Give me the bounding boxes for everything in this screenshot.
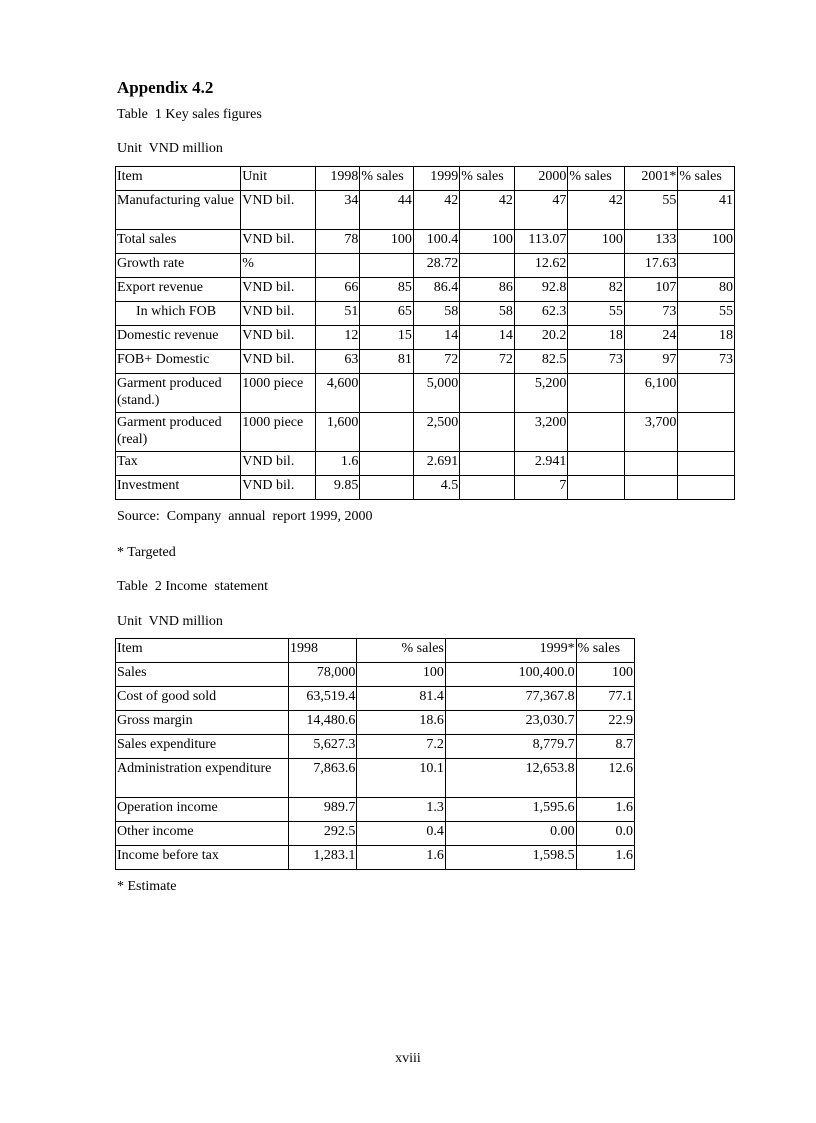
table-cell: 51 bbox=[315, 302, 359, 326]
table-cell bbox=[460, 452, 515, 476]
table-cell: 73 bbox=[568, 350, 625, 374]
table-row bbox=[116, 302, 735, 326]
table-cell: 6,100 bbox=[624, 374, 678, 413]
table-cell: 62.3 bbox=[514, 302, 568, 326]
table-cell: 18.6 bbox=[357, 711, 446, 735]
column-header: Item bbox=[116, 167, 241, 191]
table-cell: 12.62 bbox=[514, 254, 568, 278]
table-cell: 81 bbox=[360, 350, 414, 374]
table-cell: FOB+ Domestic bbox=[116, 350, 241, 374]
table-cell: 42 bbox=[413, 191, 459, 230]
table-cell: 41 bbox=[678, 191, 735, 230]
table-cell: 2,500 bbox=[413, 413, 459, 452]
table-cell: 100 bbox=[576, 663, 634, 687]
table-cell: 44 bbox=[360, 191, 414, 230]
table-row bbox=[116, 191, 735, 230]
column-header: 1998 bbox=[315, 167, 359, 191]
table-cell bbox=[624, 452, 678, 476]
table-cell: 100 bbox=[460, 230, 515, 254]
table-cell: 86.4 bbox=[413, 278, 459, 302]
table-row bbox=[116, 326, 735, 350]
table-row bbox=[116, 846, 635, 870]
column-header: 1998 bbox=[289, 639, 357, 663]
table-cell: 78,000 bbox=[289, 663, 357, 687]
table-cell: Income before tax bbox=[116, 846, 289, 870]
table-cell: 42 bbox=[568, 191, 625, 230]
table-cell: 107 bbox=[624, 278, 678, 302]
table-cell: 5,200 bbox=[514, 374, 568, 413]
table-cell: Cost of good sold bbox=[116, 687, 289, 711]
table-cell bbox=[360, 254, 414, 278]
table-cell: 58 bbox=[413, 302, 459, 326]
table-cell: 65 bbox=[360, 302, 414, 326]
table-cell: Sales bbox=[116, 663, 289, 687]
column-header: Item bbox=[116, 639, 289, 663]
column-header: 1999* bbox=[445, 639, 576, 663]
table-cell: 14 bbox=[460, 326, 515, 350]
table-cell: Domestic revenue bbox=[116, 326, 241, 350]
table-cell: 7,863.6 bbox=[289, 759, 357, 798]
table1-caption: Table 1 Key sales figures bbox=[117, 107, 262, 122]
column-header: Unit bbox=[241, 167, 316, 191]
table-cell: Export revenue bbox=[116, 278, 241, 302]
table-cell: 66 bbox=[315, 278, 359, 302]
table1-source: Source: Company annual report 1999, 2000 bbox=[117, 509, 373, 524]
table-cell: 113.07 bbox=[514, 230, 568, 254]
table-cell bbox=[624, 476, 678, 500]
table-row bbox=[116, 452, 735, 476]
table-cell: VND bil. bbox=[241, 452, 316, 476]
table-cell: 86 bbox=[460, 278, 515, 302]
table-cell bbox=[678, 452, 735, 476]
table-cell: 80 bbox=[678, 278, 735, 302]
table-cell: Garment produced (stand.) bbox=[116, 374, 241, 413]
table2-note: * Estimate bbox=[117, 879, 177, 894]
table-cell: 72 bbox=[413, 350, 459, 374]
table-cell: 0.00 bbox=[445, 822, 576, 846]
table-cell: 0.4 bbox=[357, 822, 446, 846]
table-cell: 2.941 bbox=[514, 452, 568, 476]
table-cell: 42 bbox=[460, 191, 515, 230]
table-cell: 78 bbox=[315, 230, 359, 254]
table-cell: 17.63 bbox=[624, 254, 678, 278]
column-header: % sales bbox=[678, 167, 735, 191]
table-cell: VND bil. bbox=[241, 302, 316, 326]
table-cell: 12 bbox=[315, 326, 359, 350]
table1-note: * Targeted bbox=[117, 545, 176, 560]
table-cell: Operation income bbox=[116, 798, 289, 822]
table-cell bbox=[678, 374, 735, 413]
table-cell: 1,283.1 bbox=[289, 846, 357, 870]
table-cell: 55 bbox=[624, 191, 678, 230]
table2-unit: Unit VND million bbox=[117, 614, 223, 629]
column-header: 2001* bbox=[624, 167, 678, 191]
table-cell: 1.3 bbox=[357, 798, 446, 822]
table-cell: 5,000 bbox=[413, 374, 459, 413]
table-cell bbox=[678, 254, 735, 278]
table-cell: 100 bbox=[360, 230, 414, 254]
table-cell: 100 bbox=[357, 663, 446, 687]
table-cell bbox=[460, 254, 515, 278]
table-cell: Tax bbox=[116, 452, 241, 476]
table-row bbox=[116, 798, 635, 822]
table-row bbox=[116, 230, 735, 254]
table-cell: 3,700 bbox=[624, 413, 678, 452]
table-cell: Gross margin bbox=[116, 711, 289, 735]
table-row bbox=[116, 476, 735, 500]
table-cell: 73 bbox=[678, 350, 735, 374]
table-cell: 12,653.8 bbox=[445, 759, 576, 798]
table-cell bbox=[568, 476, 625, 500]
income-statement-table bbox=[115, 638, 635, 870]
table-cell: 1.6 bbox=[315, 452, 359, 476]
column-header: % sales bbox=[568, 167, 625, 191]
table-cell: 9.85 bbox=[315, 476, 359, 500]
column-header: % sales bbox=[360, 167, 414, 191]
table-cell bbox=[460, 476, 515, 500]
table-cell: Administration expenditure bbox=[116, 759, 289, 798]
table-cell: 58 bbox=[460, 302, 515, 326]
table-cell: 24 bbox=[624, 326, 678, 350]
table-cell: 0.0 bbox=[576, 822, 634, 846]
table-header-row bbox=[116, 639, 635, 663]
table-cell: 18 bbox=[678, 326, 735, 350]
table-cell: VND bil. bbox=[241, 191, 316, 230]
table-cell: 47 bbox=[514, 191, 568, 230]
table-row bbox=[116, 735, 635, 759]
table-row bbox=[116, 759, 635, 798]
table-cell: 4.5 bbox=[413, 476, 459, 500]
table-cell bbox=[568, 452, 625, 476]
table-cell: 63,519.4 bbox=[289, 687, 357, 711]
table-cell: 7 bbox=[514, 476, 568, 500]
table-row bbox=[116, 711, 635, 735]
table-cell: Garment produced (real) bbox=[116, 413, 241, 452]
table-row bbox=[116, 374, 735, 413]
table-cell: 55 bbox=[678, 302, 735, 326]
table-cell: 97 bbox=[624, 350, 678, 374]
column-header: % sales bbox=[460, 167, 515, 191]
table-cell bbox=[568, 374, 625, 413]
table-cell: 100 bbox=[678, 230, 735, 254]
table-cell bbox=[678, 413, 735, 452]
table-cell: 82.5 bbox=[514, 350, 568, 374]
table-cell: 8,779.7 bbox=[445, 735, 576, 759]
table-cell: 12.6 bbox=[576, 759, 634, 798]
table-cell: In which FOB bbox=[116, 302, 241, 326]
key-sales-table bbox=[115, 166, 735, 500]
table-row bbox=[116, 687, 635, 711]
table-cell bbox=[360, 476, 414, 500]
table-cell: 14,480.6 bbox=[289, 711, 357, 735]
table-cell bbox=[678, 476, 735, 500]
table-cell: Investment bbox=[116, 476, 241, 500]
table-cell bbox=[568, 254, 625, 278]
table-cell: 1,600 bbox=[315, 413, 359, 452]
column-header: 1999 bbox=[413, 167, 459, 191]
table-cell: 18 bbox=[568, 326, 625, 350]
table-cell: 77,367.8 bbox=[445, 687, 576, 711]
table-cell: 82 bbox=[568, 278, 625, 302]
table-row bbox=[116, 350, 735, 374]
table-cell: 100.4 bbox=[413, 230, 459, 254]
table-cell: 63 bbox=[315, 350, 359, 374]
table-cell: 14 bbox=[413, 326, 459, 350]
table-header-row bbox=[116, 167, 735, 191]
table1-unit: Unit VND million bbox=[117, 141, 223, 156]
table-cell: 1,598.5 bbox=[445, 846, 576, 870]
table-cell: VND bil. bbox=[241, 326, 316, 350]
table-cell: 34 bbox=[315, 191, 359, 230]
table-cell: Manufacturing value bbox=[116, 191, 241, 230]
table-cell: 7.2 bbox=[357, 735, 446, 759]
table-cell: 133 bbox=[624, 230, 678, 254]
table-row bbox=[116, 278, 735, 302]
table-cell bbox=[568, 413, 625, 452]
table-cell: 5,627.3 bbox=[289, 735, 357, 759]
column-header: % sales bbox=[357, 639, 446, 663]
table-cell: 989.7 bbox=[289, 798, 357, 822]
table-cell bbox=[315, 254, 359, 278]
table2-caption: Table 2 Income statement bbox=[117, 579, 269, 594]
table-cell: 292.5 bbox=[289, 822, 357, 846]
table-cell: 2.691 bbox=[413, 452, 459, 476]
table-cell: Other income bbox=[116, 822, 289, 846]
table-cell: 28.72 bbox=[413, 254, 459, 278]
table-cell bbox=[460, 374, 515, 413]
table-cell bbox=[360, 374, 414, 413]
table-cell: 1.6 bbox=[357, 846, 446, 870]
table-cell: 92.8 bbox=[514, 278, 568, 302]
table-cell: VND bil. bbox=[241, 278, 316, 302]
table-cell: 1,595.6 bbox=[445, 798, 576, 822]
table-cell: 100,400.0 bbox=[445, 663, 576, 687]
table-cell: VND bil. bbox=[241, 230, 316, 254]
table-cell: 22.9 bbox=[576, 711, 634, 735]
table-row bbox=[116, 413, 735, 452]
table-cell: 23,030.7 bbox=[445, 711, 576, 735]
table-cell: Total sales bbox=[116, 230, 241, 254]
table-cell: Growth rate bbox=[116, 254, 241, 278]
table-cell: 100 bbox=[568, 230, 625, 254]
table-cell: % bbox=[241, 254, 316, 278]
table-row bbox=[116, 822, 635, 846]
table-cell bbox=[360, 452, 414, 476]
table-cell: 10.1 bbox=[357, 759, 446, 798]
appendix-heading: Appendix 4.2 bbox=[117, 78, 214, 97]
table-cell: VND bil. bbox=[241, 476, 316, 500]
table-cell: 8.7 bbox=[576, 735, 634, 759]
column-header: 2000 bbox=[514, 167, 568, 191]
table-cell: 73 bbox=[624, 302, 678, 326]
table-cell: 3,200 bbox=[514, 413, 568, 452]
table-cell: 72 bbox=[460, 350, 515, 374]
table-row bbox=[116, 254, 735, 278]
column-header: % sales bbox=[576, 639, 634, 663]
table-cell: 1.6 bbox=[576, 846, 634, 870]
table-cell: 77.1 bbox=[576, 687, 634, 711]
table-cell: 1.6 bbox=[576, 798, 634, 822]
table-cell: 4,600 bbox=[315, 374, 359, 413]
table-cell: 81.4 bbox=[357, 687, 446, 711]
table-cell: 15 bbox=[360, 326, 414, 350]
table-cell: 20.2 bbox=[514, 326, 568, 350]
table-cell: VND bil. bbox=[241, 350, 316, 374]
table-cell: 55 bbox=[568, 302, 625, 326]
table-cell: 1000 piece bbox=[241, 413, 316, 452]
table-cell: 1000 piece bbox=[241, 374, 316, 413]
table-row bbox=[116, 663, 635, 687]
table-cell bbox=[460, 413, 515, 452]
table-cell: Sales expenditure bbox=[116, 735, 289, 759]
table-cell bbox=[360, 413, 414, 452]
table-cell: 85 bbox=[360, 278, 414, 302]
page-number: xviii bbox=[395, 1051, 421, 1066]
